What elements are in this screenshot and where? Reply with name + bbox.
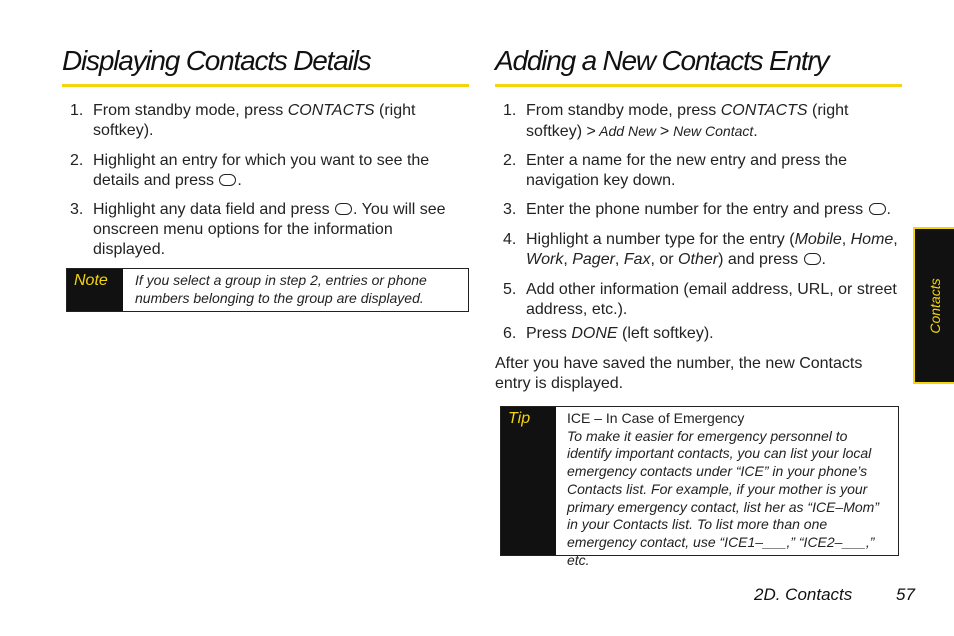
step-number: 3. <box>503 201 517 218</box>
step-number: 2. <box>70 152 84 169</box>
step-item <box>495 324 902 354</box>
step-text: Add other information (email address, URL, or street address, etc.). <box>526 281 897 318</box>
footer-section: 2D. Contacts <box>754 585 853 604</box>
tip-body <box>556 407 898 568</box>
step-number: 5. <box>503 281 517 298</box>
step-number: 6. <box>503 325 517 342</box>
step-item <box>495 151 902 200</box>
step-item <box>495 101 902 151</box>
note-text: If you select a group in step 2, entries or phone numbers belonging to the group are displayed. <box>135 272 427 306</box>
steps-list <box>62 101 469 260</box>
steps-list <box>495 101 902 354</box>
step-text: From standby mode, press CONTACTS (right softkey). <box>93 102 416 139</box>
step-item <box>62 151 469 200</box>
step-item <box>62 200 469 260</box>
title-rule <box>62 84 469 87</box>
step-text: Highlight an entry for which you want to see the details and press . <box>93 152 430 189</box>
after-save-paragraph: After you have saved the number, the new Contacts entry is displayed. <box>495 355 863 392</box>
ok-key-icon <box>869 203 886 215</box>
ok-key-icon <box>335 203 352 215</box>
step-item <box>495 200 902 230</box>
section-title-adding: Adding a New Contacts Entry <box>495 45 829 76</box>
step-number: 1. <box>503 102 517 119</box>
step-item <box>495 280 902 324</box>
tip-label: Tip <box>501 407 556 555</box>
step-item <box>62 101 469 151</box>
tip-text: To make it easier for emergency personnel to identify important contacts, you can list your local emergency contacts under “ICE” in your phone’s Contacts list. For example, if your mother is your primary emergency contact, list her as “ICE–Mom” in your Contacts list. To list more than one emergency contact, use “ICE1–___,” “ICE2–___,” etc. <box>567 427 879 568</box>
side-tab-label: Contacts <box>926 277 943 334</box>
step-number: 3. <box>70 201 84 218</box>
section-title-displaying: Displaying Contacts Details <box>62 45 371 76</box>
step-text: Highlight any data field and press . You will see onscreen menu options for the information displayed. <box>93 201 446 258</box>
step-text: Enter the phone number for the entry and press . <box>526 201 891 218</box>
step-number: 4. <box>503 231 517 248</box>
ok-key-icon <box>804 253 821 265</box>
ok-key-icon <box>219 174 236 186</box>
page-number: 57 <box>896 585 915 604</box>
note-box <box>66 268 469 312</box>
step-item <box>495 230 902 280</box>
step-text: Press DONE (left softkey). <box>526 325 714 342</box>
step-number: 1. <box>70 102 84 119</box>
step-text: Highlight a number type for the entry (Mobile, Home, Work, Pager, Fax, or Other) and press . <box>526 231 898 268</box>
tip-heading: ICE – In Case of Emergency <box>567 410 745 426</box>
step-text: Enter a name for the new entry and press the navigation key down. <box>526 152 848 189</box>
chapter-side-tab <box>913 227 954 384</box>
title-rule <box>495 84 902 87</box>
tip-box <box>500 406 899 568</box>
step-number: 2. <box>503 152 517 169</box>
step-text: From standby mode, press CONTACTS (right softkey) > Add New > New Contact. <box>526 102 849 140</box>
note-label: Note <box>67 269 123 311</box>
